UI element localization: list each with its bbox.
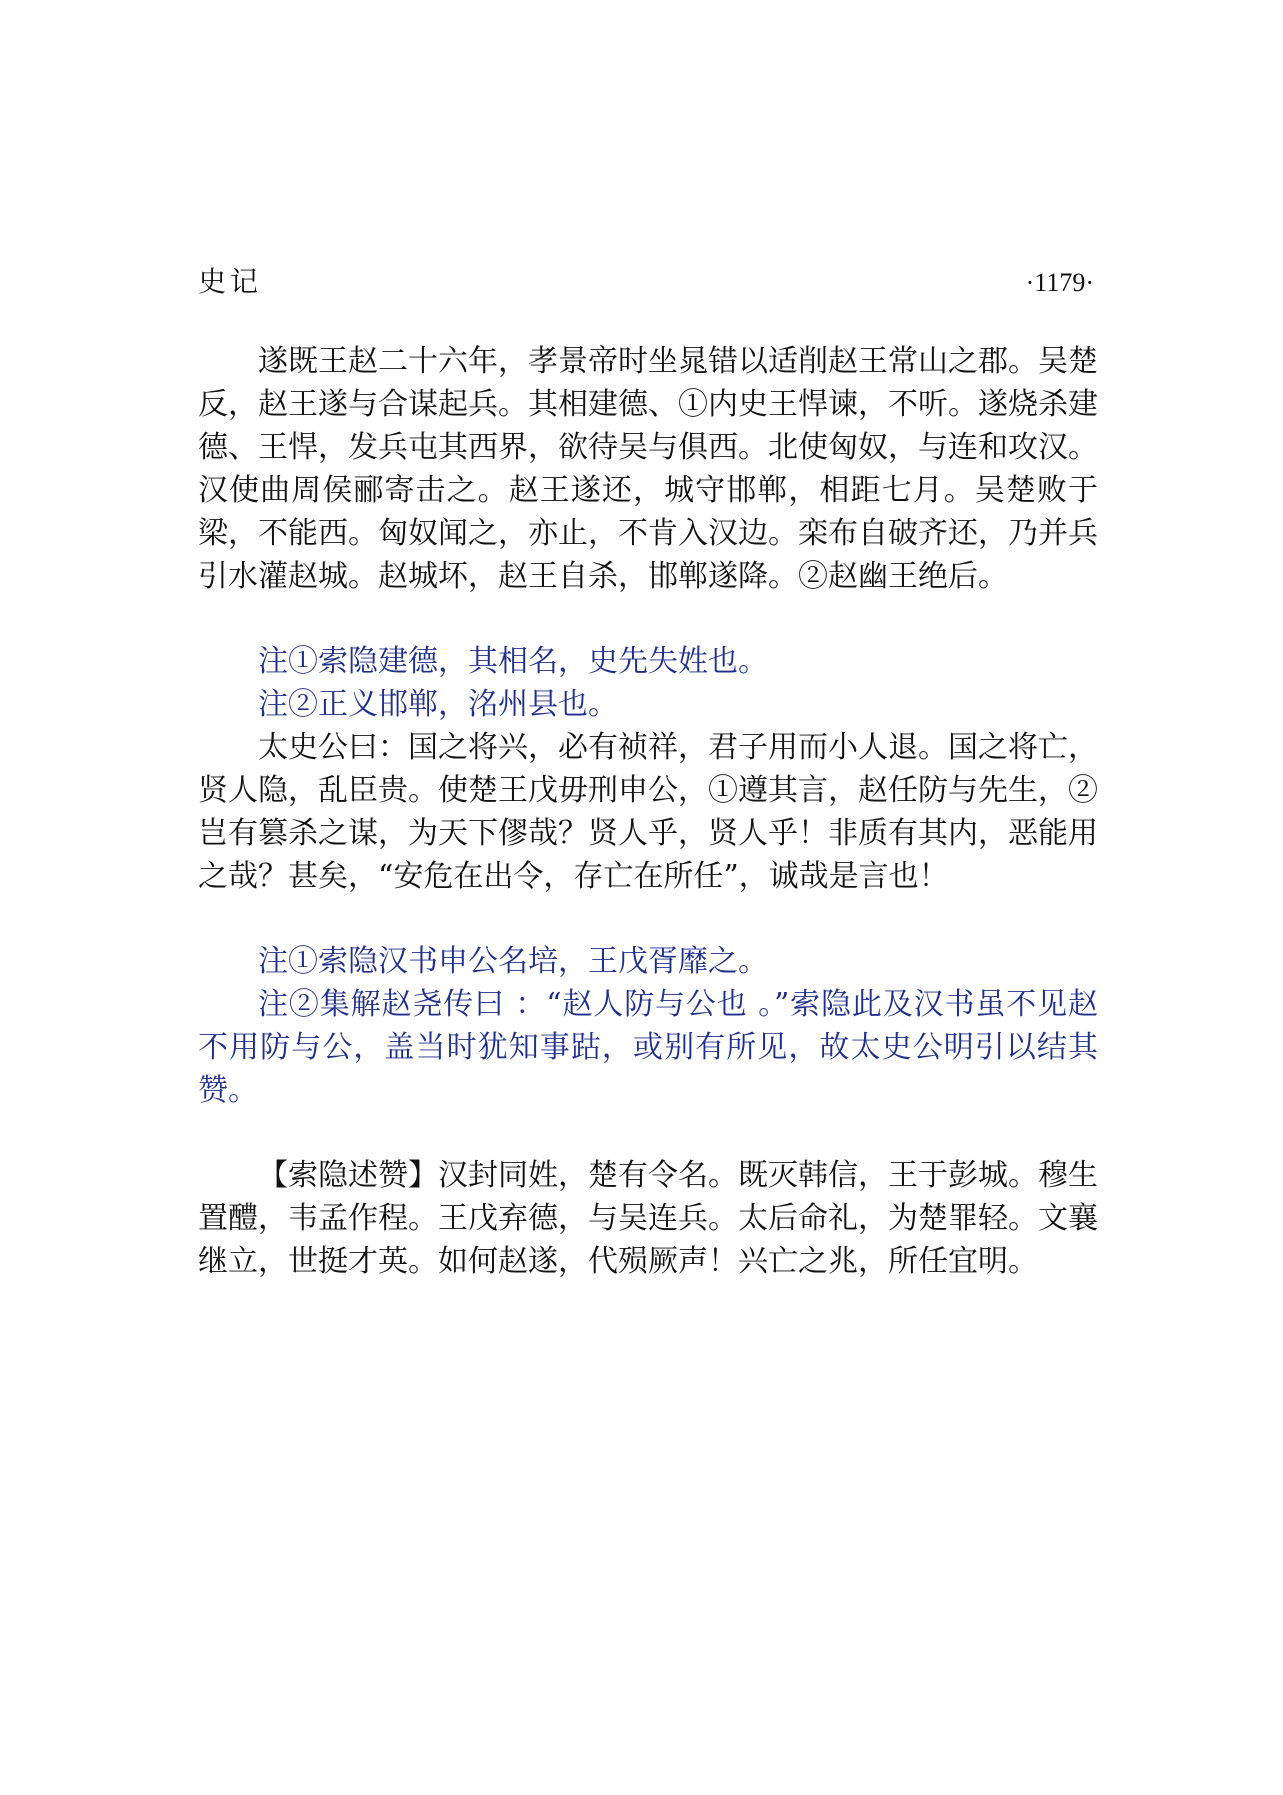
annotation-4: 注②集解赵尧传曰 ：“赵人防与公也 。”索隐此及汉书虽不见赵不用防与公，盖当时犹知事跍，或别有所见，故太史公明引以结其赞。 [198, 987, 1098, 1108]
annotation-1: 注①索隐建德，其相名，史先失姓也。 [258, 644, 768, 679]
page-number: ·1179· [1025, 268, 1094, 297]
page-header [198, 262, 1098, 302]
main-paragraph-1: 遂既王赵二十六年，孝景帝时坐晁错以适削赵王常山之郡。吴楚反，赵王遂与合谋起兵。其相建德、①内史王悍谏，不听。遂烧杀建德、王悍，发兵屯其西界，欲待吴与俱西。北使匈奴，与连和攻汉。汉使曲周侯郦寄击之。赵王遂还，城守邯郸，相距七月。吴楚败于梁，不能西。匈奴闻之，亦止，不肯入汉边。栾布自破齐还，乃并兵引水灌赵城。赵城坏，赵王自杀，邯郸遂降。②赵幽王绝后。 [198, 344, 1098, 594]
annotation-2: 注②正义邯郸，洺州县也。 [258, 687, 618, 722]
annotation-3: 注①索隐汉书申公名培，王戊胥靡之。 [258, 944, 768, 979]
main-paragraph-2: 太史公曰：国之将兴，必有祯祥，君子用而小人退。国之将亡，贤人隐，乱臣贵。使楚王戊毋刑申公，①遵其言，赵任防与先生，②岂有篡杀之谋，为天下僇哉？贤人乎，贤人乎！非质有其内，恶能用之哉？甚矣，“安危在出令，存亡在所任”，诚哉是言也！ [198, 730, 1098, 894]
book-title: 史记 [198, 265, 263, 298]
suoyin-eulogy: 【索隐述赞】汉封同姓，楚有令名。既灭韩信，王于彭城。穆生置醴，韦孟作程。王戊弃德，与吴连兵。太后命礼，为楚罪轻。文襄继立，世挺才英。如何赵遂，代殒厥声！兴亡之兆，所任宜明。 [198, 1158, 1098, 1279]
document-page [198, 262, 1098, 1283]
